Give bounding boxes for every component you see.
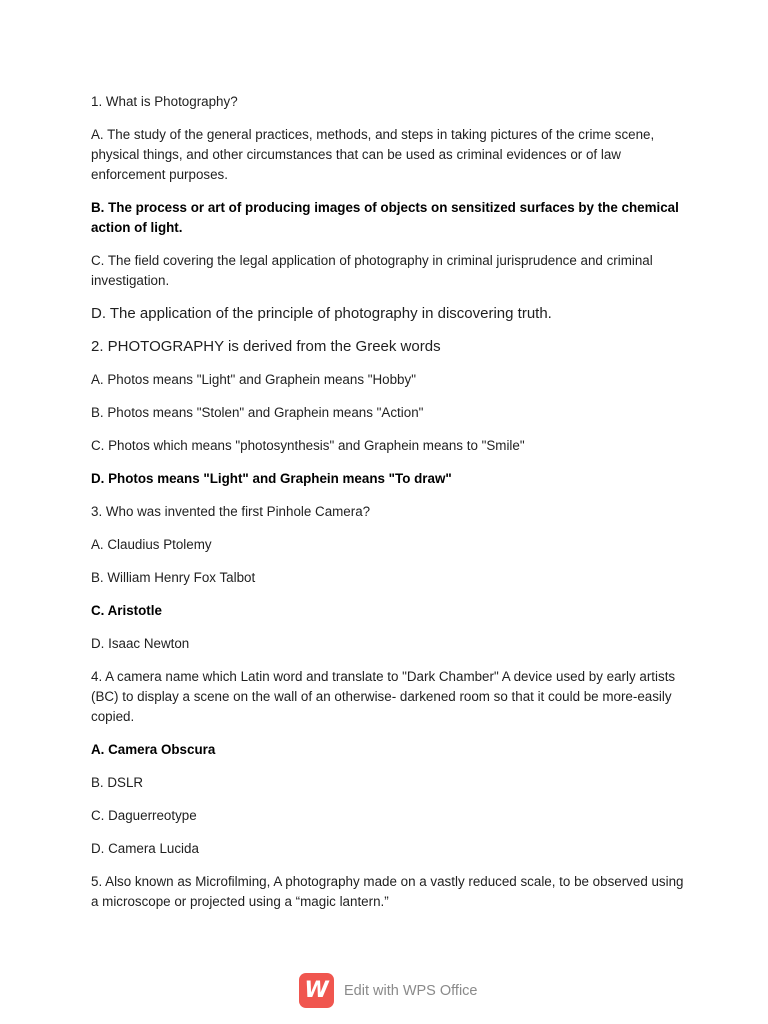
paragraph: C. Photos which means "photosynthesis" and Graphein means to "Smile" xyxy=(91,438,525,453)
document-page xyxy=(91,92,691,925)
paragraph: B. Photos means "Stolen" and Graphein means "Action" xyxy=(91,405,424,420)
paragraph: 4. A camera name which Latin word and translate to "Dark Chamber" A device used by early artists (BC) to display a scene on the wall of an otherwise- darkened room so that it could be more-easily copied. xyxy=(91,669,676,724)
answer-highlighted: B. The process or art of producing images of objects on sensitized surfaces by the chemical action of light. xyxy=(91,200,679,235)
answer-highlighted: D. Photos means "Light" and Graphein means "To draw" xyxy=(91,471,452,486)
paragraph: A. Photos means "Light" and Graphein means "Hobby" xyxy=(91,372,416,387)
paragraph: C. The field covering the legal application of photography in criminal jurisprudence and criminal investigation. xyxy=(91,253,653,288)
wps-footer[interactable] xyxy=(299,973,478,1008)
paragraph: B. DSLR xyxy=(91,775,144,790)
paragraph: A. The study of the general practices, methods, and steps in taking pictures of the crime scene, physical things, and other circumstances that can be used as criminal evidences or of law enforcement purposes. xyxy=(91,127,655,182)
edit-with-wps-link[interactable]: Edit with WPS Office xyxy=(344,982,478,999)
paragraph: D. Isaac Newton xyxy=(91,636,190,651)
paragraph: D. Camera Lucida xyxy=(91,841,199,856)
paragraph: B. William Henry Fox Talbot xyxy=(91,570,256,585)
paragraph: 1. What is Photography? xyxy=(91,94,238,109)
answer-highlighted: A. Camera Obscura xyxy=(91,742,216,757)
paragraph: A. Claudius Ptolemy xyxy=(91,537,212,552)
paragraph: 3. Who was invented the first Pinhole Camera? xyxy=(91,504,371,519)
paragraph: D. The application of the principle of photography in discovering truth. xyxy=(91,305,552,322)
paragraph: C. Daguerreotype xyxy=(91,808,197,823)
wps-logo-icon: W xyxy=(299,973,334,1008)
answer-highlighted: C. Aristotle xyxy=(91,603,162,618)
document-content xyxy=(91,92,691,912)
paragraph: 5. Also known as Microfilming, A photography made on a vastly reduced scale, to be observed using a microscope or projected using a “magic lantern.” xyxy=(91,874,684,909)
paragraph: 2. PHOTOGRAPHY is derived from the Greek words xyxy=(91,338,441,355)
